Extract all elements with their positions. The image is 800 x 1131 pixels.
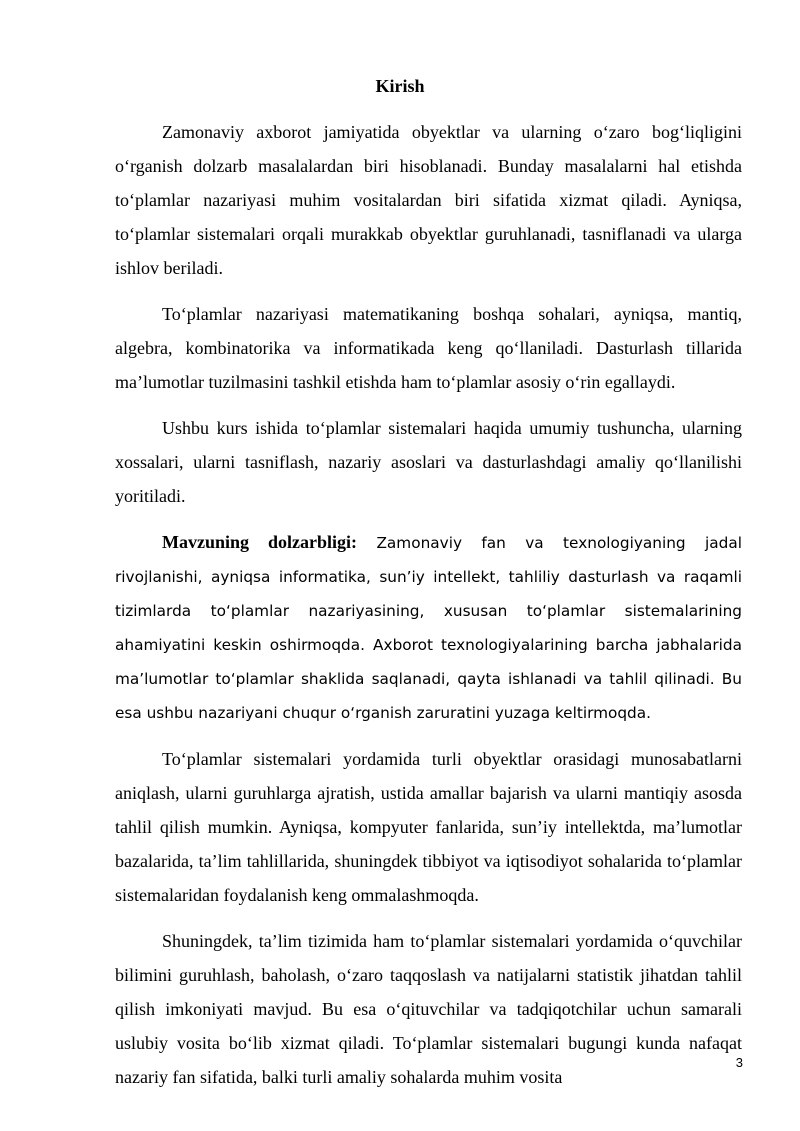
section-title: Kirish [375, 76, 425, 96]
paragraph: Shuningdek, ta’lim tizimida ham to‘plamlar sistemalari yordamida o‘quvchilar bilimini guruhlash, baholash, o‘zaro taqqoslash va natijalarni statistik jihatdan tahlil qilish imkoniyati mavjud. Bu esa o‘qituvchilar va tadqiqotchilar uchun samarali uslubiy vosita bo‘lib xizmat qiladi. To‘plamlar sistemalari bugungi kunda nafaqat nazariy fan sifatida, balki turli amaliy sohalarda muhim vosita [115, 931, 742, 1087]
paragraph: To‘plamlar nazariyasi matematikaning boshqa sohalari, ayniqsa, mantiq, algebra, kombinatorika va informatikada keng qo‘llaniladi. Dasturlash tillarida ma’lumotlar tuzilmasini tashkil etishda ham to‘plamlar asosiy o‘rin egallaydi. [115, 304, 742, 392]
paragraph: To‘plamlar sistemalari yordamida turli obyektlar orasidagi munosabatlarni aniqlash, ularni guruhlarga ajratish, ustida amallar bajarish va ularni mantiqiy asosda tahlil qilish mumkin. Ayniqsa, kompyuter fanlarida, sun’iy intellektda, ma’lumotlar bazalarida, ta’lim tahlillarida, shuningdek tibbiyot va iqtisodiyot sohalarida to‘plamlar sistemalaridan foydalanish keng ommalashmoqda. [115, 749, 742, 905]
relevance-paragraph [115, 525, 742, 730]
relevance-text: Zamonaviy fan va texnologiyaning jadal rivojlanishi, ayniqsa informatika, sun’iy intellekt, tahliliy dasturlash va raqamli tizimlarda to‘plamlar nazariyasining, xususan to‘plamlar sistemalarining ahamiyatini keskin oshirmoqda. Axborot texnologiyalarining barcha jabhalarida ma’lumotlar to‘plamlar shaklida saqlanadi, qayta ishlanadi va tahlil qilinadi. Bu esa ushbu nazariyani chuqur o‘rganish zaruratini yuzaga keltirmoqda. [115, 534, 742, 722]
page-number: 3 [735, 1055, 743, 1070]
paragraph: Ushbu kurs ishida to‘plamlar sistemalari haqida umumiy tushuncha, ularning xossalari, ularni tasniflash, nazariy asoslari va dasturlashdagi amaliy qo‘llanilishi yoritiladi. [115, 418, 742, 506]
document-body [115, 115, 742, 1106]
relevance-heading: Mavzuning dolzarbligi: [162, 532, 358, 552]
paragraph: Zamonaviy axborot jamiyatida obyektlar va ularning o‘zaro bog‘liqligini o‘rganish dolzarb masalalardan biri hisoblanadi. Bunday masalalarni hal etishda to‘plamlar nazariyasi muhim vositalardan biri sifatida xizmat qiladi. Ayniqsa, to‘plamlar sistemalari orqali murakkab obyektlar guruhlanadi, tasniflanadi va ularga ishlov beriladi. [115, 122, 742, 278]
